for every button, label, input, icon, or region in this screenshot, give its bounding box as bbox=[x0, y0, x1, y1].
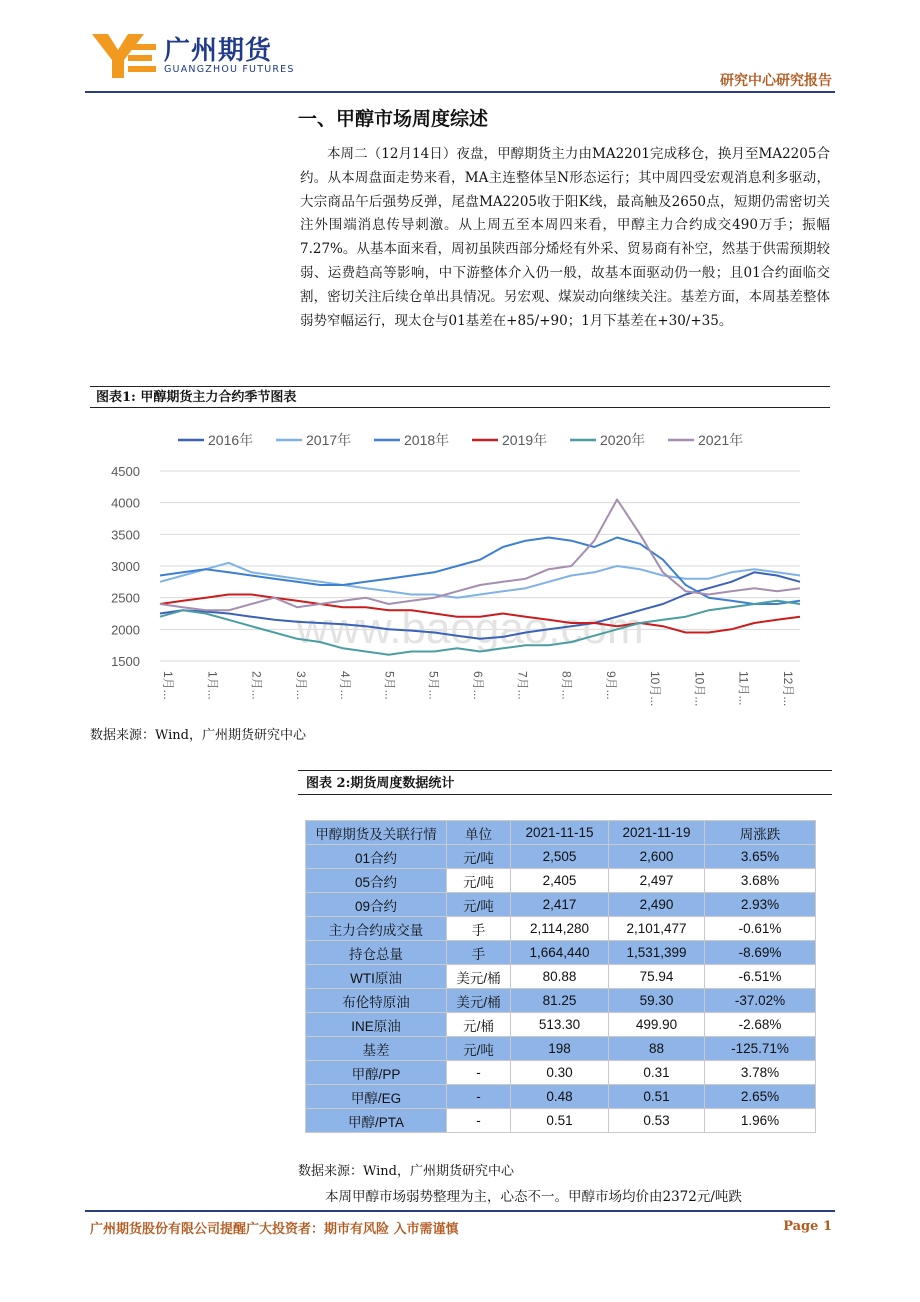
x-tick-label: 5月... bbox=[426, 671, 441, 700]
table-cell: 2,600 bbox=[609, 845, 705, 869]
x-tick-label: 8月... bbox=[559, 671, 574, 700]
table-cell: 甲醇/PTA bbox=[306, 1109, 447, 1133]
figure1-source: 数据来源：Wind，广州期货研究中心 bbox=[90, 728, 306, 743]
x-tick-label: 9月... bbox=[603, 671, 618, 700]
table-header: 周涨跌 bbox=[705, 821, 816, 845]
intro-paragraph bbox=[300, 143, 830, 333]
footer-divider bbox=[85, 1210, 835, 1212]
table-row bbox=[306, 989, 816, 1013]
table-cell: 手 bbox=[447, 941, 511, 965]
table-cell: - bbox=[447, 1109, 511, 1133]
y-tick-label: 4500 bbox=[111, 464, 140, 479]
report-type: 研究中心研究报告 bbox=[720, 73, 832, 89]
table-cell: 持仓总量 bbox=[306, 941, 447, 965]
table-cell: 3.78% bbox=[705, 1061, 816, 1085]
table-cell: 499.90 bbox=[609, 1013, 705, 1037]
table-cell: 元/吨 bbox=[447, 1037, 511, 1061]
table-row bbox=[306, 845, 816, 869]
y-tick-label: 3000 bbox=[111, 559, 140, 574]
table-row bbox=[306, 941, 816, 965]
table-cell: 2,114,280 bbox=[511, 917, 609, 941]
table-cell: 主力合约成交量 bbox=[306, 917, 447, 941]
header-divider bbox=[85, 91, 835, 93]
table-cell: 05合约 bbox=[306, 869, 447, 893]
table-cell: 2,101,477 bbox=[609, 917, 705, 941]
table-cell: - bbox=[447, 1085, 511, 1109]
table-cell: 0.31 bbox=[609, 1061, 705, 1085]
table-row bbox=[306, 1085, 816, 1109]
table-cell: 513.30 bbox=[511, 1013, 609, 1037]
intro-text: 本周二（12月14日）夜盘，甲醇期货主力由MA2201完成移仓，换月至MA2205合约。从本周盘面走势来看，MA主连整体呈N形态运行；其中周四受宏观消息利多驱动，大宗商品午后强势反弹，尾盘MA2205收于阳K线，最高触及2650点，短期仍需密切关注外围端消息传导刺激。从上周五至本周四来看，甲醇主力合约成交490万手；振幅7.27%。从基本面来看，周初虽陕西部分烯烃有外采、贸易商有补空，然基于供需预期较弱、运费趋高等影响，中下游整体介入仍一般，故基本面驱动仍一般；且01合约面临交割，密切关注后续仓单出具情况。另宏观、煤炭动向继续关注。基差方面，本周基差整体弱势窄幅运行，现太仓与01基差在+85/+90；1月下基差在+30/+35。 bbox=[300, 146, 830, 329]
x-tick-label: 12月... bbox=[781, 671, 795, 707]
chart-legend bbox=[178, 432, 743, 448]
table-cell: 美元/桶 bbox=[447, 989, 511, 1013]
table-header: 甲醇期货及关联行情 bbox=[306, 821, 447, 845]
table-cell: -125.71% bbox=[705, 1037, 816, 1061]
legend-label: 2020年 bbox=[600, 432, 646, 448]
company-logo bbox=[90, 30, 320, 82]
table-cell: 59.30 bbox=[609, 989, 705, 1013]
legend-label: 2021年 bbox=[698, 432, 744, 448]
series-line bbox=[160, 563, 800, 598]
logo-mark-icon bbox=[90, 30, 160, 80]
table-cell: 0.30 bbox=[511, 1061, 609, 1085]
table-cell: 甲醇/PP bbox=[306, 1061, 447, 1085]
table-cell: 2,497 bbox=[609, 869, 705, 893]
table-row bbox=[306, 965, 816, 989]
table-cell: 美元/桶 bbox=[447, 965, 511, 989]
table-row bbox=[306, 869, 816, 893]
table-cell: 88 bbox=[609, 1037, 705, 1061]
table-cell: 0.51 bbox=[511, 1109, 609, 1133]
table-cell: 2.93% bbox=[705, 893, 816, 917]
seasonal-chart-svg bbox=[90, 418, 830, 718]
figure1-title: 图表1: 甲醇期货主力合约季节图表 bbox=[90, 386, 830, 408]
table-header: 2021-11-19 bbox=[609, 821, 705, 845]
table-cell: -6.51% bbox=[705, 965, 816, 989]
section-title: 一、甲醇市场周度综述 bbox=[298, 108, 489, 130]
table-cell: 手 bbox=[447, 917, 511, 941]
x-tick-label: 11月... bbox=[736, 671, 751, 706]
figure2-title: 图表 2:期货周度数据统计 bbox=[298, 770, 832, 795]
table-cell: 基差 bbox=[306, 1037, 447, 1061]
y-tick-label: 1500 bbox=[111, 654, 140, 669]
x-tick-label: 10月... bbox=[692, 671, 707, 707]
table-cell: 2,405 bbox=[511, 869, 609, 893]
continuation-text: 本周甲醇市场弱势整理为主，心态不一。甲醇市场均价由2372元/吨跌 bbox=[325, 1189, 742, 1205]
table-cell: 80.88 bbox=[511, 965, 609, 989]
table-cell: 2,490 bbox=[609, 893, 705, 917]
table-cell: 元/桶 bbox=[447, 1013, 511, 1037]
table-cell: 2,505 bbox=[511, 845, 609, 869]
table-cell: 1.96% bbox=[705, 1109, 816, 1133]
table-header-row bbox=[306, 821, 816, 845]
table-cell: INE原油 bbox=[306, 1013, 447, 1037]
seasonal-chart bbox=[90, 418, 830, 718]
legend-label: 2018年 bbox=[404, 432, 450, 448]
table-cell: -2.68% bbox=[705, 1013, 816, 1037]
y-tick-label: 4000 bbox=[111, 495, 140, 511]
table-cell: 81.25 bbox=[511, 989, 609, 1013]
table-cell: 布伦特原油 bbox=[306, 989, 447, 1013]
table-cell: -0.61% bbox=[705, 917, 816, 941]
page-number: Page 1 bbox=[783, 1219, 832, 1234]
x-tick-label: 1月... bbox=[205, 671, 220, 700]
y-tick-label: 3500 bbox=[111, 527, 140, 543]
x-tick-label: 7月... bbox=[515, 671, 530, 700]
table-cell: -8.69% bbox=[705, 941, 816, 965]
table-header: 2021-11-15 bbox=[511, 821, 609, 845]
x-tick-label: 6月... bbox=[471, 671, 485, 700]
table-cell: - bbox=[447, 1061, 511, 1085]
table-row bbox=[306, 893, 816, 917]
table-cell: WTI原油 bbox=[306, 965, 447, 989]
table-cell: 3.65% bbox=[705, 845, 816, 869]
table-row bbox=[306, 1109, 816, 1133]
x-tick-label: 2月... bbox=[249, 671, 264, 700]
risk-notice: 广州期货股份有限公司提醒广大投资者：期市有风险 入市需谨慎 bbox=[90, 1222, 459, 1237]
chart-x-ticks bbox=[161, 671, 795, 706]
x-tick-label: 3月... bbox=[293, 671, 308, 700]
x-tick-label: 10月... bbox=[648, 671, 663, 707]
table-row bbox=[306, 917, 816, 941]
y-tick-label: 2500 bbox=[111, 590, 140, 606]
table-cell: -37.02% bbox=[705, 989, 816, 1013]
table-cell: 元/吨 bbox=[447, 893, 511, 917]
table-cell: 198 bbox=[511, 1037, 609, 1061]
weekly-data-table bbox=[305, 820, 816, 1133]
table-cell: 3.68% bbox=[705, 869, 816, 893]
y-tick-label: 2000 bbox=[111, 622, 140, 638]
table-cell: 0.53 bbox=[609, 1109, 705, 1133]
x-tick-label: 1月... bbox=[161, 671, 175, 700]
table-cell: 1,531,399 bbox=[609, 941, 705, 965]
table-header: 单位 bbox=[447, 821, 511, 845]
legend-label: 2019年 bbox=[502, 432, 548, 448]
table-cell: 0.51 bbox=[609, 1085, 705, 1109]
x-tick-label: 4月... bbox=[338, 671, 353, 700]
x-tick-label: 5月... bbox=[382, 671, 397, 700]
table-cell: 元/吨 bbox=[447, 845, 511, 869]
table-cell: 75.94 bbox=[609, 965, 705, 989]
table-row bbox=[306, 1013, 816, 1037]
logo-text-cn: 广州期货 bbox=[164, 36, 273, 66]
table-row bbox=[306, 1037, 816, 1061]
table-cell: 09合约 bbox=[306, 893, 447, 917]
logo-text-en: GUANGZHOU FUTURES bbox=[164, 64, 295, 75]
table-cell: 1,664,440 bbox=[511, 941, 609, 965]
table-cell: 2.65% bbox=[705, 1085, 816, 1109]
chart-watermark: www.baogao.com bbox=[296, 604, 644, 653]
table-cell: 2,417 bbox=[511, 893, 609, 917]
table-cell: 01合约 bbox=[306, 845, 447, 869]
table-cell: 0.48 bbox=[511, 1085, 609, 1109]
legend-label: 2016年 bbox=[208, 432, 254, 448]
chart-y-ticks bbox=[111, 464, 140, 669]
table-cell: 甲醇/EG bbox=[306, 1085, 447, 1109]
table-row bbox=[306, 1061, 816, 1085]
legend-label: 2017年 bbox=[306, 432, 352, 448]
figure2-source: 数据来源：Wind，广州期货研究中心 bbox=[298, 1164, 514, 1179]
table-cell: 元/吨 bbox=[447, 869, 511, 893]
